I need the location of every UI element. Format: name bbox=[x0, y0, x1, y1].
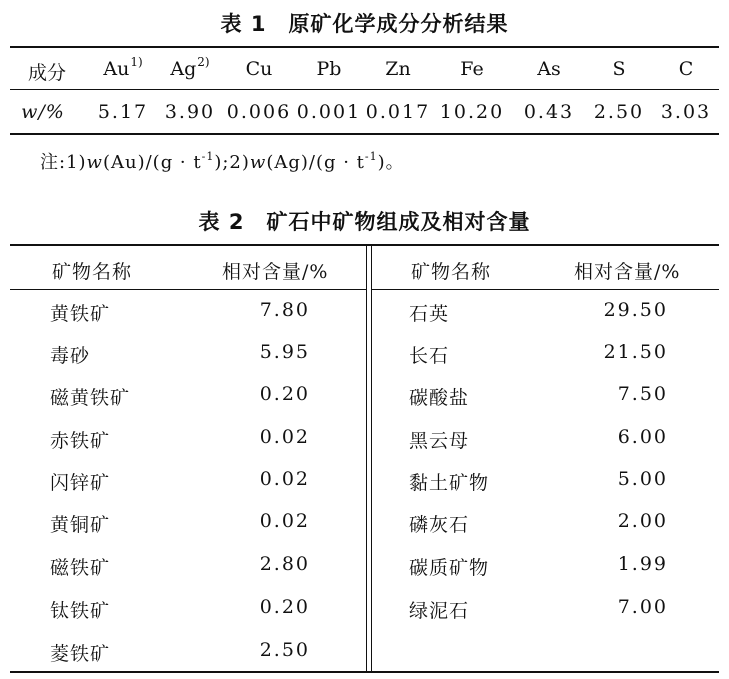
mineral-name-left: 毒砂 bbox=[50, 345, 91, 367]
mineral-content-right: 7.00 bbox=[617, 596, 668, 618]
table1-value-fe: 10.20 bbox=[439, 101, 505, 123]
table1-value-pb: 0.001 bbox=[296, 101, 362, 123]
mineral-content-right: 7.50 bbox=[617, 383, 668, 405]
mineral-name-right: 黏土矿物 bbox=[409, 472, 490, 494]
mineral-name-right: 碳质矿物 bbox=[409, 557, 490, 579]
table1-value-cu: 0.006 bbox=[226, 101, 292, 123]
table1-header-ag: Ag$^{2)}$ bbox=[170, 55, 210, 80]
mineral-name-right: 长石 bbox=[409, 345, 450, 367]
table2-caption-title: 矿石中矿物组成及相对含量 bbox=[266, 210, 531, 234]
mineral-content-left: 0.20 bbox=[259, 596, 310, 618]
table1-header-cu: Cu bbox=[245, 58, 273, 80]
table1-caption bbox=[0, 8, 729, 38]
mineral-content-right: 6.00 bbox=[617, 426, 668, 448]
mineral-content-right: 21.50 bbox=[603, 341, 668, 363]
mineral-name-left: 菱铁矿 bbox=[50, 643, 111, 665]
mineral-name-left: 闪锌矿 bbox=[50, 472, 111, 494]
table2-header-name-right: 矿物名称 bbox=[411, 261, 492, 283]
table1-top-rule bbox=[10, 46, 719, 48]
table2-caption bbox=[0, 206, 729, 236]
mineral-content-right: 2.00 bbox=[617, 510, 668, 532]
mineral-content-right: 5.00 bbox=[617, 468, 668, 490]
table1-value-s: 2.50 bbox=[593, 101, 645, 123]
mineral-name-right: 磷灰石 bbox=[409, 514, 470, 536]
table1-header-au: Au$^{1)}$ bbox=[103, 55, 143, 80]
mineral-content-left: 0.02 bbox=[259, 426, 310, 448]
table1-value-c: 3.03 bbox=[660, 101, 712, 123]
table1-header-s: S bbox=[612, 58, 626, 80]
mineral-content-left: 7.80 bbox=[259, 299, 310, 321]
mineral-name-right: 石英 bbox=[409, 303, 450, 325]
table2-header-rule-right bbox=[371, 289, 719, 290]
table1-note: 注:1)w(Au)/(g · $t^{-1});2)w(Ag)/(g \cdot t^{-1})$。 bbox=[40, 150, 405, 173]
mineral-name-left: 黄铜矿 bbox=[50, 514, 111, 536]
mineral-name-left: 黄铁矿 bbox=[50, 303, 111, 325]
mineral-content-left: 2.80 bbox=[259, 553, 310, 575]
table2-bottom-rule bbox=[10, 671, 719, 673]
table1-header-pb: Pb bbox=[316, 58, 342, 80]
table1-header-as: As bbox=[537, 58, 561, 80]
table2-header-content-right: 相对含量/% bbox=[574, 261, 681, 283]
table1-caption-number: 表 1 bbox=[220, 12, 267, 36]
table2-header-content-left: 相对含量/% bbox=[222, 261, 329, 283]
table1-value-as: 0.43 bbox=[523, 101, 575, 123]
mineral-content-left: 0.02 bbox=[259, 468, 310, 490]
table1-bottom-rule bbox=[10, 133, 719, 135]
mineral-content-right: 1.99 bbox=[617, 553, 668, 575]
table1-header-fe: Fe bbox=[460, 58, 484, 80]
mineral-name-left: 磁铁矿 bbox=[50, 557, 111, 579]
mineral-name-left: 赤铁矿 bbox=[50, 430, 111, 452]
table1-caption-title: 原矿化学成分分析结果 bbox=[288, 12, 509, 36]
table1-header-label: 成分 bbox=[27, 62, 66, 84]
mineral-content-left: 2.50 bbox=[259, 639, 310, 661]
table2-divider-left bbox=[366, 244, 367, 673]
mineral-name-right: 黑云母 bbox=[409, 430, 470, 452]
table2-top-rule bbox=[10, 244, 719, 246]
table1-header-c: C bbox=[678, 58, 694, 80]
table1-mid-rule bbox=[10, 89, 719, 90]
table1-value-label: w/% bbox=[21, 101, 65, 123]
table1-header-zn: Zn bbox=[385, 58, 411, 80]
table2-header-name-left: 矿物名称 bbox=[52, 261, 133, 283]
table1-value-ag: 3.90 bbox=[164, 101, 216, 123]
mineral-content-left: 0.20 bbox=[259, 383, 310, 405]
table2-header-rule-left bbox=[10, 289, 366, 290]
mineral-content-left: 5.95 bbox=[259, 341, 310, 363]
mineral-name-right: 碳酸盐 bbox=[409, 387, 470, 409]
table2-caption-number: 表 2 bbox=[198, 210, 245, 234]
mineral-content-left: 0.02 bbox=[259, 510, 310, 532]
mineral-content-right: 29.50 bbox=[603, 299, 668, 321]
table1-value-zn: 0.017 bbox=[365, 101, 431, 123]
table1-value-au: 5.17 bbox=[97, 101, 149, 123]
table2-divider-right bbox=[371, 244, 372, 673]
mineral-name-left: 钛铁矿 bbox=[50, 600, 111, 622]
mineral-name-left: 磁黄铁矿 bbox=[50, 387, 131, 409]
mineral-name-right: 绿泥石 bbox=[409, 600, 470, 622]
